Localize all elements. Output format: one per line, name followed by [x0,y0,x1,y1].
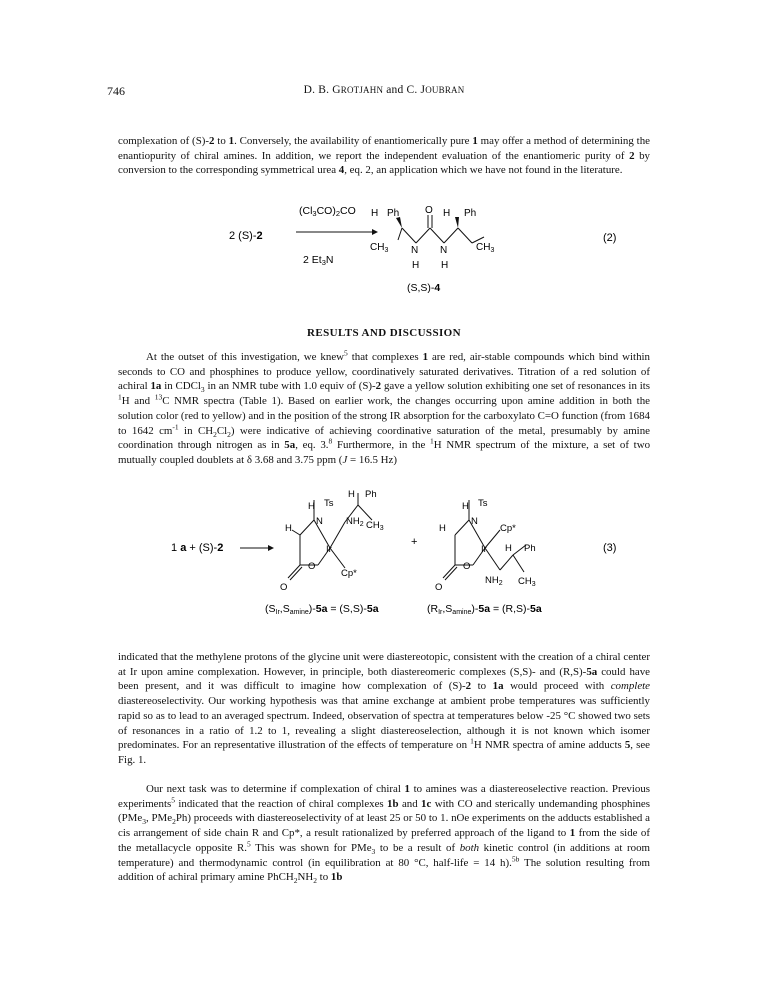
svg-text:H: H [462,501,469,512]
svg-text:H: H [441,260,449,271]
svg-text:Ts: Ts [324,498,334,509]
svg-text:NH2: $NH_2$ [485,575,503,587]
svg-text:NH2: $NH_2$ [346,516,364,528]
svg-text:Ph: Ph [387,208,400,219]
svg-text:H: H [308,501,315,512]
eq2-lhs: 2 (S)-2 [229,230,263,242]
svg-text:Cp*: Cp* [341,568,357,579]
running-header: D. B. GROTJAHN and C. JOUBRAN [303,84,465,96]
svg-text:+: + [411,536,418,548]
svg-text:Cp*: Cp* [500,523,516,534]
svg-text:Ir: Ir [481,544,487,555]
svg-text:H: H [505,543,512,554]
complex-rs-5a [443,500,526,580]
svg-text:O: O [463,561,471,572]
svg-text:CH3: $CH_3$ [366,520,384,532]
paragraph-2: indicated that the methylene protons of the glycine unit were diastereotopic, consistent with the creation of a chiral center at Ir upon amine complexation. However, in principle, both diastereomeric complexes (S,S)- and (R,S)-5a could have been present, and it was difficult to imagine how complexation of (S)-2 to 1a would proceed with complete diastereoselectivity. Our working hypothesis was that amine exchange at ambient probe temperatures was sufficiently rapid so as to lead to an averaged spectrum. Indeed, observation of spectra at temperatures below -25 °C showed two sets of resonances in a ratio of 1.2 to 1, revealing a slight diastereoselection, although it is not known which isomer predominates. For an representative illustration of the effects of temperature on $^1$H NMR spectra of amine adducts 5, see Fig. 1. [118,651,651,766]
paragraph-1: At the outset of this investigation, we knew$^5$ that complexes 1 are red, air-stable compounds which bind within seconds to CO and phosphines to produce yellow, coordinatively saturated derivatives. Titration of a red solution of achiral 1a in CDCl$_3$ in an NMR tube with 1.0 equiv of (S)-2 gave a yellow solution exhibiting one set of resonances in its $^1$H and $^{13}$C NMR spectra (Table 1). Based on earlier work, the changes occurring upon amine addition in both the solution color (red to yellow) and in the position of the strong IR absorption for the carboxylato C=O function (from 1684 to 1642 $cm^{-1}$ in $CH_2Cl_2$) were indicative of achieving coordinative saturation of the metal, presumably by amine coordination through nitrogen as in 5a, eq. 3.$^8$ Furthermore, in the $^1$H NMR spectrum of the mixture, a set of two mutually coupled doublets at δ 3.68 and 3.75 ppm (J = 16.5 Hz) [118,348,651,466]
svg-text:H: H [439,523,446,534]
eq2-number: (2) [603,232,617,244]
svg-text:O: O [435,582,443,593]
svg-text:H: H [443,208,451,219]
svg-text:H: H [412,260,420,271]
svg-text:H: H [371,208,379,219]
svg-text:Ir: Ir [326,544,332,555]
svg-text:Ph: Ph [524,543,536,554]
section-heading: RESULTS AND DISCUSSION [307,327,461,339]
svg-text:CH3: $CH_3$ [476,242,495,254]
svg-text:O: O [308,561,316,572]
svg-text:CH3: $CH_3$ [518,576,536,588]
svg-text:N: N [440,245,448,256]
svg-text:N: N [316,516,323,527]
svg-text:H: H [348,489,355,500]
eq3-label-left: (SIr,Samine)-5a = (S,S)-5a [265,603,379,616]
svg-text:Ph: Ph [464,208,477,219]
svg-text:CH3: $CH_3$ [370,242,389,254]
eq2-reagent-top: (Cl3CO)2CO [299,205,356,218]
svg-text:H: H [285,523,292,534]
svg-text:N: N [411,245,419,256]
svg-text:O: O [425,205,433,216]
page-number: 746 [107,84,125,98]
intro-paragraph: complexation of (S)-2 to 1. Conversely, the availability of enantiomerically pure 1 may offer a method of determining the enantiopurity of chiral amines. In addition, we report the independent evaluation of the enantiomeric purity of 2 by conversion to the corresponding symmetrical urea 4, eq. 2, an application which we have not found in the literature. [118,135,650,177]
paragraph-3: Our next task was to determine if complexation of chiral 1 to amines was a diastereoselective reaction. Previous experiments$^5$ indicated that the reaction of chiral complexes 1b and 1c with CO and sterically undemanding phosphines (PMe$_3$, PMe$_2$Ph) proceeds with diastereoselectivity of at least 25 or 50 to 1. nOe experiments on the adducts established a cis arrangement of side chain R and Cp*, a result rationalized by preferred approach of the ligand to 1 from the side of the metallacycle opposite R.$^5$ This was shown for PMe$_3$ to be a result of both kinetic control (in additions at room temperature) and thermodynamic control (in equilibration at 80 °C, half-life = 14 h).$^{5b}$ The solution resulting from addition of achiral primary amine $PhCH_2NH_2$ to 1b [118,783,651,886]
svg-text:Ts: Ts [478,498,488,509]
eq2-product-label: (S,S)-4 [407,282,441,294]
svg-text:Ph: Ph [365,489,377,500]
eq2-reagent-bottom: 2 Et3N [303,254,334,267]
svg-text:O: O [280,582,288,593]
svg-text:N: N [471,516,478,527]
eq3-lhs: 1 a + (S)-2 [171,542,224,554]
eq3-label-right: (RIr,Samine)-5a = (R,S)-5a [427,603,542,616]
eq3-number: (3) [603,542,617,554]
